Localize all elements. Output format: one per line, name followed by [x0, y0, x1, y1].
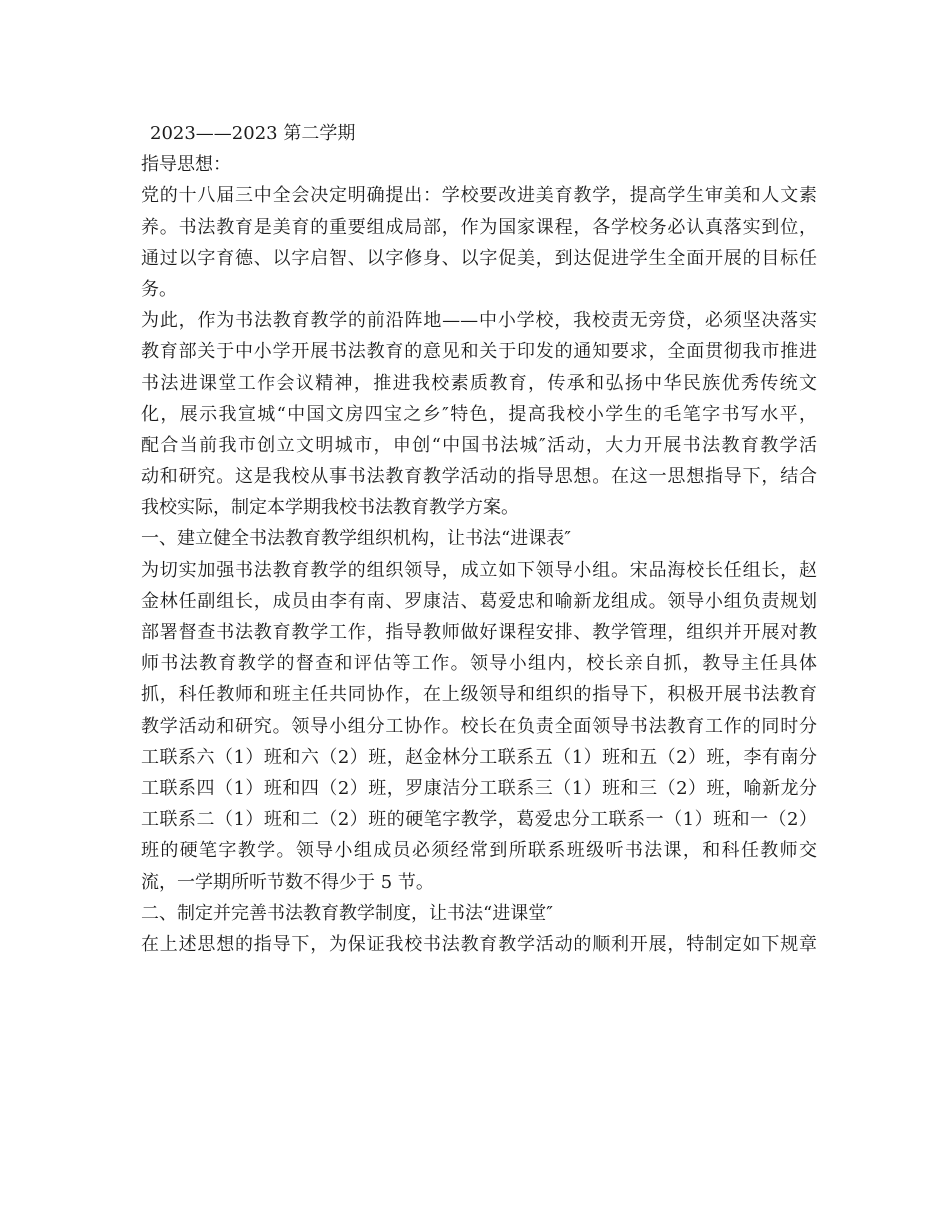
paragraph-line: 教育部关于中小学开展书法教育的意见和关于印发的通知要求，全面贯彻我市推进	[141, 341, 817, 363]
document-body	[141, 118, 817, 960]
paragraph-line: 通过以字育德、以字启智、以字修身、以字促美，到达促进学生全面开展的目标任	[141, 247, 817, 269]
document-title: 2023——2023 第二学期	[150, 123, 356, 144]
paragraph-line: 动和研究。这是我校从事书法教育教学活动的指导思想。在这一思想指导下，结合	[141, 466, 817, 488]
paragraph-line: 抓，科任教师和班主任共同协作，在上级领导和组织的指导下，积极开展书法教育	[141, 684, 817, 706]
paragraph-line: 在上述思想的指导下，为保证我校书法教育教学活动的顺利开展，特制定如下规章	[141, 933, 817, 955]
paragraph-line: 流，一学期所听节数不得少于 5 节。	[141, 871, 434, 893]
paragraph-line: 养。书法教育是美育的重要组成局部，作为国家课程，各学校务必认真落实到位，	[141, 216, 817, 238]
section-heading: 二、制定并完善书法教育教学制度，让书法“进课堂″	[141, 902, 553, 924]
paragraph-line: 为切实加强书法教育教学的组织领导，成立如下领导小组。宋品海校长任组长，赵	[141, 559, 817, 581]
paragraph-line: 金林任副组长，成员由李有南、罗康洁、葛爱忠和喻新龙组成。领导小组负责规划	[141, 590, 817, 612]
section-heading: 指导思想：	[141, 154, 231, 176]
paragraph-line: 工联系六（1）班和六（2）班，赵金林分工联系五（1）班和五（2）班，李有南分	[141, 746, 817, 768]
paragraph-line: 部署督查书法教育教学工作，指导教师做好课程安排、教学管理，组织并开展对教	[141, 622, 817, 643]
paragraph-line: 配合当前我市创立文明城市，申创“中国书法城″活动，大力开展书法教育教学活	[141, 434, 817, 456]
paragraph-line: 班的硬笔字教学。领导小组成员必须经常到所联系班级听书法课，和科任教师交	[141, 840, 817, 862]
paragraph-line: 工联系二（1）班和二（2）班的硬笔字教学，葛爱忠分工联系一（1）班和一（2）	[141, 809, 817, 831]
paragraph-line: 教学活动和研究。领导小组分工协作。校长在负责全面领导书法教育工作的同时分	[141, 715, 817, 737]
paragraph-line: 为此，作为书法教育教学的前沿阵地——中小学校，我校责无旁贷，必须坚决落实	[141, 310, 817, 332]
paragraph-line: 我校实际，制定本学期我校书法教育教学方案。	[141, 497, 519, 519]
paragraph-line: 务。	[141, 278, 177, 300]
paragraph-line: 师书法教育教学的督查和评估等工作。领导小组内，校长亲自抓，教导主任具体	[141, 653, 817, 675]
paragraph-line: 书法进课堂工作会议精神，推进我校素质教育，传承和弘扬中华民族优秀传统文	[141, 372, 817, 394]
section-heading: 一、建立健全书法教育教学组织机构，让书法“进课表″	[141, 528, 571, 550]
paragraph-line: 工联系四（1）班和四（2）班，罗康洁分工联系三（1）班和三（2）班，喻新龙分	[141, 777, 817, 799]
paragraph-line: 化，展示我宣城“中国文房四宝之乡″特色，提高我校小学生的毛笔字书写水平，	[141, 403, 817, 425]
paragraph-line: 党的十八届三中全会决定明确提出：学校要改进美育教学，提高学生审美和人文素	[141, 185, 817, 207]
